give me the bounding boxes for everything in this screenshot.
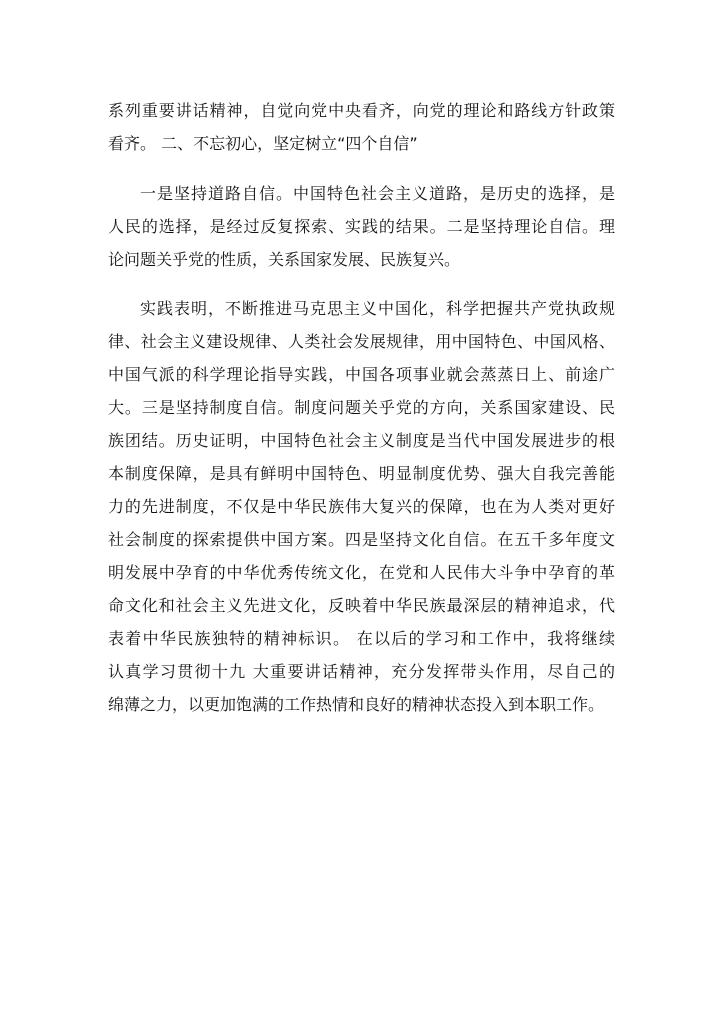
text-line: 中国气派的科学理论指导实践，中国各项事业就会蒸蒸日上、前途广 (108, 365, 615, 384)
text-line: 明发展中孕育的中华优秀传统文化，在党和人民伟大斗争中孕育的革 (108, 563, 615, 582)
text-line: 实践表明，不断推进马克思主义中国化，科学把握共产党执政规 (140, 299, 615, 318)
paragraph-practice (108, 292, 615, 721)
text-line: 看齐。 二、不忘初心，坚定树立“四个自信” (108, 134, 418, 153)
text-line: 人民的选择，是经过反复探索、实践的结果。二是坚持理论自信。理 (108, 217, 615, 236)
text-line: 社会制度的探索提供中国方案。四是坚持文化自信。在五千多年度文 (108, 530, 615, 549)
text-line: 力的先进制度，不仅是中华民族伟大复兴的保障，也在为人类对更好 (108, 497, 615, 516)
text-line: 律、社会主义建设规律、人类社会发展规律，用中国特色、中国风格、 (108, 332, 615, 351)
text-line: 认真学习贯彻十九 大重要讲话精神，充分发挥带头作用，尽自己的 (108, 662, 615, 681)
text-line: 一是坚持道路自信。中国特色社会主义道路，是历史的选择，是 (140, 184, 615, 203)
paragraph-intro (108, 94, 615, 160)
paragraph-road-confidence (108, 177, 615, 276)
text-line: 命文化和社会主义先进文化，反映着中华民族最深层的精神追求，代 (108, 596, 615, 615)
text-line: 大。三是坚持制度自信。制度问题关乎党的方向，关系国家建设、民 (108, 398, 615, 417)
text-line: 族团结。历史证明，中国特色社会主义制度是当代中国发展进步的根 (108, 431, 615, 450)
text-line: 表着中华民族独特的精神标识。 在以后的学习和工作中，我将继续 (108, 629, 615, 648)
text-line: 论问题关乎党的性质，关系国家发展、民族复兴。 (108, 250, 461, 269)
text-line: 本制度保障，是具有鲜明中国特色、明显制度优势、强大自我完善能 (108, 464, 615, 483)
text-line: 绵薄之力，以更加饱满的工作热情和良好的精神状态投入到本职工作。 (108, 695, 605, 714)
text-line: 系列重要讲话精神，自觉向党中央看齐，向党的理论和路线方针政策 (108, 101, 615, 120)
